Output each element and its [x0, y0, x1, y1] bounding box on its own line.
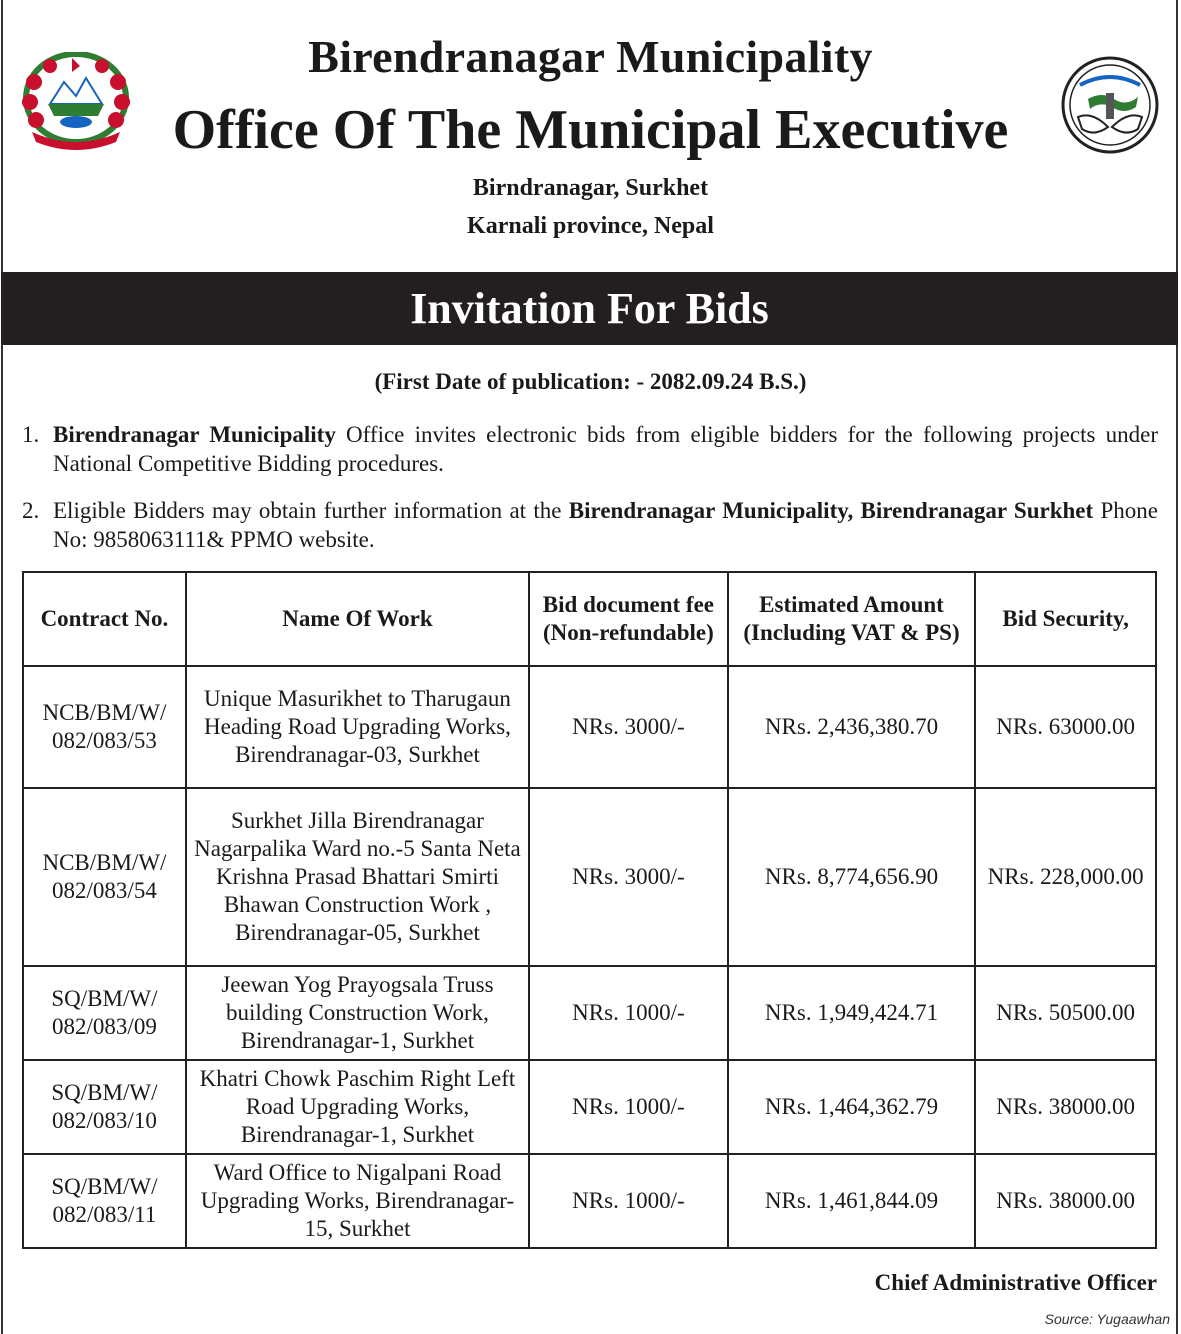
cell-contract-no: SQ/BM/W/ 082/083/10 [23, 1060, 186, 1154]
cell-bid-security: NRs. 38000.00 [975, 1060, 1156, 1154]
paragraph-number: 2. [22, 498, 40, 523]
cell-contract-no: NCB/BM/W/ 082/083/54 [23, 788, 186, 966]
table-row [23, 666, 1156, 788]
cell-estimated-amount: NRs. 8,774,656.90 [728, 788, 976, 966]
invitation-banner: Invitation For Bids [1, 272, 1178, 345]
paragraph-text [53, 420, 1158, 478]
publication-date: (First Date of publication: - 2082.09.24 B.S.) [374, 369, 807, 394]
paragraph-text [53, 496, 1158, 554]
table-row [23, 1060, 1156, 1154]
cell-estimated-amount: NRs. 1,949,424.71 [728, 966, 976, 1060]
header-name-of-work: Name Of Work [186, 572, 529, 666]
cell-estimated-amount: NRs. 2,436,380.70 [728, 666, 976, 788]
municipality-logo-icon [1058, 55, 1162, 155]
header-bid-security: Bid Security, [975, 572, 1156, 666]
cell-bid-fee: NRs. 3000/- [529, 788, 728, 966]
address-line-1: Birndranagar, Surkhet [472, 175, 709, 201]
cell-bid-fee: NRs. 1000/- [529, 966, 728, 1060]
header-bid-fee: Bid document fee (Non-refundable) [529, 572, 728, 666]
source-credit: Source: Yugaawhan [1044, 1311, 1170, 1327]
table-row [23, 1154, 1156, 1248]
cell-bid-security: NRs. 38000.00 [975, 1154, 1156, 1248]
paragraph-2 [22, 496, 1158, 554]
paragraph-body-after: Phone No: 9858063111& PPMO website. [53, 498, 1158, 552]
bids-table [22, 571, 1157, 1249]
cell-name-of-work: Ward Office to Nigalpani Road Upgrading Works, Birendranagar-15, Surkhet [186, 1154, 529, 1248]
cell-name-of-work: Unique Masurikhet to Tharugaun Heading Road Upgrading Works, Birendranagar-03, Surkhet [186, 666, 529, 788]
paragraph-body: Office invites electronic bids from eligible bidders for the following projects under National Competitive Bidding procedures. [53, 422, 1158, 476]
cell-name-of-work: Khatri Chowk Paschim Right Left Road Upgrading Works, Birendranagar-1, Surkhet [186, 1060, 529, 1154]
address-line-2: Karnali province, Nepal [467, 213, 714, 239]
municipality-title: Birendranagar Municipality [308, 31, 873, 82]
cell-contract-no: NCB/BM/W/ 082/083/53 [23, 666, 186, 788]
paragraph-bold: Birendranagar Municipality [53, 422, 336, 447]
cell-estimated-amount: NRs. 1,461,844.09 [728, 1154, 976, 1248]
paragraph-number: 1. [22, 422, 40, 447]
paragraph-body-before: Eligible Bidders may obtain further information at the [53, 498, 569, 523]
paragraph-1 [22, 420, 1158, 478]
office-title: Office Of The Municipal Executive [172, 99, 1009, 161]
header-contract-no: Contract No. [23, 572, 186, 666]
cell-name-of-work: Jeewan Yog Prayogsala Truss building Construction Work, Birendranagar-1, Surkhet [186, 966, 529, 1060]
header-estimated-amount: Estimated Amount (Including VAT & PS) [728, 572, 976, 666]
header [0, 0, 1181, 272]
cell-bid-security: NRs. 50500.00 [975, 966, 1156, 1060]
cell-bid-security: NRs. 63000.00 [975, 666, 1156, 788]
cell-estimated-amount: NRs. 1,464,362.79 [728, 1060, 976, 1154]
cell-contract-no: SQ/BM/W/ 082/083/09 [23, 966, 186, 1060]
paragraph-bold: Birendranagar Municipality, Birendranagar Surkhet [568, 498, 1094, 523]
cell-contract-no: SQ/BM/W/ 082/083/11 [23, 1154, 186, 1248]
cell-name-of-work: Surkhet Jilla Birendranagar Nagarpalika Ward no.-5 Santa Neta Krishna Prasad Bhattari Smirti Bhawan Construction Work , Birendranagar-05, Surkhet [186, 788, 529, 966]
table-header-row [23, 572, 1156, 666]
table-row [23, 788, 1156, 966]
signature-title: Chief Administrative Officer [874, 1270, 1157, 1295]
table-row [23, 966, 1156, 1060]
cell-bid-fee: NRs. 3000/- [529, 666, 728, 788]
cell-bid-fee: NRs. 1000/- [529, 1060, 728, 1154]
cell-bid-security: NRs. 228,000.00 [975, 788, 1156, 966]
cell-bid-fee: NRs. 1000/- [529, 1154, 728, 1248]
